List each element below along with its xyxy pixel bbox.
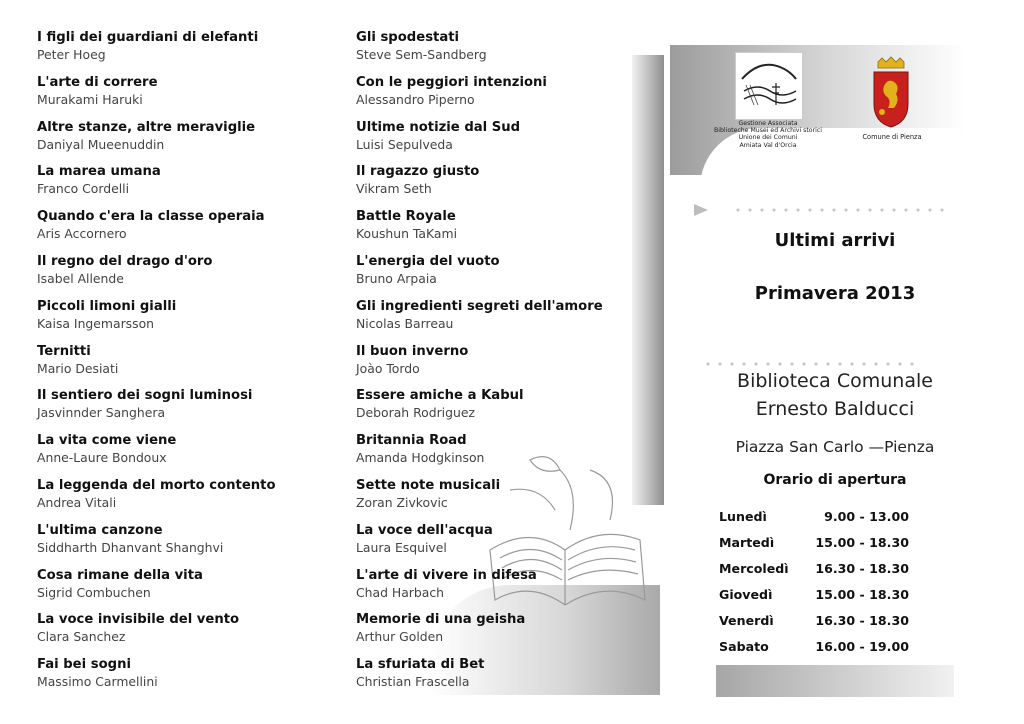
pienza-crest-caption: Comune di Pienza [862,133,922,141]
list-item [37,253,337,298]
book-author: Mario Desiati [37,360,119,376]
book-title: Il sentiero dei sogni luminosi [37,388,253,404]
hours-time: 15.00 - 18.30 [815,587,909,602]
hours-day: Venerdì [719,613,774,628]
book-title: Gli spodestati [356,30,460,45]
list-item [356,29,656,74]
book-title: La voce dell'acqua [356,522,493,538]
list-item [37,567,337,612]
heading-season: Primavera 2013 [754,283,916,304]
hours-row [719,535,919,561]
hours-time: 9.00 - 13.00 [824,509,909,524]
book-title: Fai bei sogni [37,657,131,673]
book-author: Laura Esquivel [356,539,447,555]
caption-line: Amiata Val d'Orcia [739,141,797,149]
book-list-left [37,29,337,701]
hours-day: Mercoledì [719,561,789,576]
library-address: Piazza San Carlo —Pienza [735,438,935,456]
list-item [356,163,656,208]
book-author: Murakami Haruki [37,91,143,107]
caption-line: Biblioteche Musei ed Archivi storici [714,127,822,135]
list-item [356,522,656,567]
hills-river-icon [736,53,802,119]
list-item [356,298,656,343]
book-author: Zoran Zivkovic [356,494,448,510]
book-title: Britannia Road [356,433,467,449]
book-author: Christian Frascella [356,674,470,690]
book-title: Essere amiche a Kabul [356,388,524,404]
book-list-right [356,29,656,701]
caption-line: Unione dei Comuni [738,134,798,142]
list-item [37,522,337,567]
book-author: Jasvinnder Sanghera [37,405,166,421]
list-item [356,343,656,388]
decorative-arrow-icon [694,204,708,216]
book-author: Aris Accornero [37,226,127,242]
book-title: L'energia del vuoto [356,253,500,269]
hours-day: Martedì [719,535,775,550]
book-title: Cosa rimane della vita [37,567,203,583]
list-item [37,477,337,522]
list-item [37,74,337,119]
book-title: Quando c'era la classe operaia [37,209,265,225]
book-title: La sfuriata di Bet [356,657,485,673]
book-title: Piccoli limoni gialli [37,298,177,314]
book-author: Siddharth Dhanvant Shanghvi [37,539,224,555]
library-network-logo [735,52,803,120]
library-network-caption [710,120,826,149]
list-item [356,611,656,656]
book-title: Ultime notizie dal Sud [356,119,521,135]
list-item [37,163,337,208]
list-item [356,253,656,298]
list-item [37,298,337,343]
list-item [37,611,337,656]
book-author: Arthur Golden [356,629,444,645]
book-author: Daniyal Mueenuddin [37,136,165,152]
book-author: Steve Sem-Sandberg [356,47,487,62]
book-author: Andrea Vitali [37,494,117,510]
library-name-line: Ernesto Balducci [755,398,915,420]
caption-line: Gestione Associata [738,120,798,127]
hours-row [719,561,919,587]
book-author: Vikram Seth [356,181,432,197]
hours-time: 16.00 - 19.00 [815,639,909,654]
hours-day: Giovedì [719,587,773,602]
hours-row [719,639,919,665]
book-author: Koushun TaKami [356,226,458,242]
list-item [37,656,337,701]
book-title: L'ultima canzone [37,522,163,538]
book-title: Memorie di una geisha [356,612,526,628]
book-author: Sigrid Combuchen [37,584,151,600]
list-item [37,387,337,432]
book-title: La vita come viene [37,433,177,449]
book-title: La leggenda del morto contento [37,477,276,493]
book-author: Joào Tordo [356,360,420,376]
book-author: Kaisa Ingemarsson [37,315,155,331]
book-title: Il regno del drago d'oro [37,253,213,269]
book-author: Deborah Rodriguez [356,405,475,421]
book-title: Gli ingredienti segreti dell'amore [356,298,603,314]
book-title: La marea umana [37,164,161,180]
book-author: Clara Sanchez [37,629,126,645]
opening-hours-table [719,509,919,665]
list-item [37,432,337,477]
book-title: Sette note musicali [356,477,501,493]
list-item [356,567,656,612]
list-item [356,387,656,432]
list-item [356,74,656,119]
book-author: Luisi Sepulveda [356,136,453,152]
list-item [356,208,656,253]
dotted-divider [702,362,922,366]
book-title: Battle Royale [356,209,456,225]
hours-day: Sabato [719,639,769,654]
book-author: Chad Harbach [356,584,445,600]
book-title: L'arte di vivere in difesa [356,567,537,583]
book-title: La voce invisibile del vento [37,612,240,628]
hours-time: 16.30 - 18.30 [815,561,909,576]
book-author: Amanda Hodgkinson [356,450,485,466]
book-title: Ternitti [37,343,91,359]
hours-day: Lunedì [719,509,767,524]
book-title: Il ragazzo giusto [356,164,480,180]
list-item [356,477,656,522]
book-author: Massimo Carmellini [37,674,158,690]
book-author: Alessandro Piperno [356,91,475,107]
pienza-crest-icon [872,56,910,128]
book-author: Nicolas Barreau [356,315,454,331]
list-item [37,29,337,74]
book-author: Anne-Laure Bondoux [37,450,167,466]
list-item [37,119,337,164]
book-author: Franco Cordelli [37,181,130,197]
book-author: Isabel Allende [37,270,124,286]
library-name [715,367,955,423]
list-item [356,432,656,477]
book-title: I figli dei guardiani di elefanti [37,30,259,45]
dotted-divider [732,208,948,212]
list-item [37,343,337,388]
book-title: Il buon inverno [356,343,469,359]
decorative-bottom-band [716,665,954,697]
book-title: Altre stanze, altre meraviglie [37,119,256,135]
hours-time: 16.30 - 18.30 [815,613,909,628]
list-item [356,119,656,164]
book-title: Con le peggiori intenzioni [356,74,547,90]
list-item [37,208,337,253]
book-author: Peter Hoeg [37,47,106,62]
library-name-line: Biblioteca Comunale [737,370,933,392]
list-item [356,656,656,701]
book-author: Bruno Arpaia [356,270,437,286]
hours-row [719,587,919,613]
hours-row [719,509,919,535]
hours-row [719,613,919,639]
heading-ultimi-arrivi: Ultimi arrivi [774,230,896,251]
hours-time: 15.00 - 18.30 [815,535,909,550]
opening-hours-title: Orario di apertura [763,472,907,488]
book-title: L'arte di correre [37,74,158,90]
